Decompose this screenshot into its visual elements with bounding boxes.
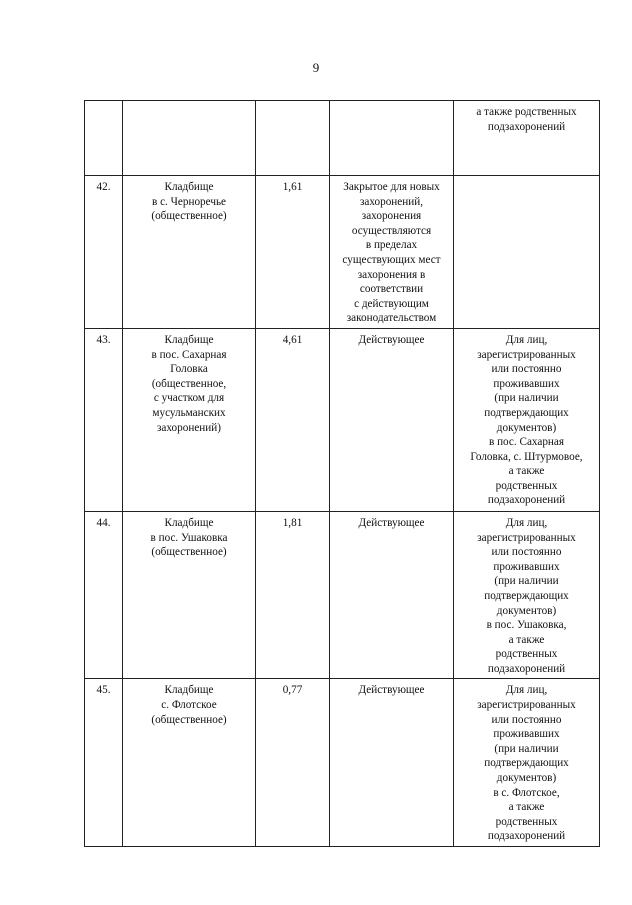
cemetery-name-cell — [123, 679, 256, 847]
cell-text-line: родственных — [495, 479, 558, 492]
cell-text-line: существующих мест — [342, 253, 441, 266]
cemetery-name-cell — [123, 511, 256, 679]
area-cell: 4,61 — [256, 328, 330, 511]
cell-text-line: документов) — [496, 421, 557, 434]
cell-text-line: зарегистрированных — [477, 699, 576, 712]
cemetery-name-cell — [123, 328, 256, 511]
cemetery-name-cell — [123, 176, 256, 329]
row-number-cell: 42. — [85, 176, 123, 329]
cell-text-line: документов) — [496, 604, 557, 617]
cell-text-line: подзахоронений — [487, 830, 566, 843]
cell-text-line: (общественное) — [151, 210, 227, 223]
cell-text-line: зарегистрированных — [477, 348, 576, 361]
cell-text-line: в с. Черноречье — [151, 195, 227, 208]
cell-text-line: с действующим — [354, 297, 429, 310]
cell-text-line: проживавших — [493, 728, 560, 741]
cell-text-line: (при наличии — [494, 742, 559, 755]
cell-text-line: зарегистрированных — [477, 531, 576, 544]
burial-conditions-cell — [454, 176, 600, 329]
cemetery-registry-table — [84, 100, 600, 847]
cell-text-line: подтверждающих — [484, 757, 569, 770]
area-cell: 0,77 — [256, 679, 330, 847]
cell-text-line: или постоянно — [491, 713, 562, 726]
cell-text-line: в пос. Ушаковка — [150, 531, 228, 544]
cell-text-line: захоронения — [361, 210, 422, 223]
cell-text-line: Для лиц, — [505, 516, 548, 529]
cell-text-line: осуществляются — [351, 224, 432, 237]
cell-text-line: (при наличии — [494, 575, 559, 588]
status-cell — [330, 176, 454, 329]
cell-text-line: Действующее — [358, 516, 425, 529]
status-cell — [330, 679, 454, 847]
cell-text-line: подтверждающих — [484, 589, 569, 602]
cell-text-line: Для лиц, — [505, 333, 548, 346]
row-number-cell: 45. — [85, 679, 123, 847]
cell-text-line: Кладбище — [164, 181, 214, 193]
cell-text-line: а также — [508, 465, 545, 478]
status-cell — [330, 101, 454, 176]
cell-text-line: в пос. Сахарная — [151, 348, 227, 361]
cell-text-line: Для лиц, — [505, 684, 548, 697]
table-row — [85, 176, 600, 329]
table-row — [85, 328, 600, 511]
status-cell — [330, 511, 454, 679]
page-number: 9 — [312, 60, 320, 75]
area-cell: 1,81 — [256, 511, 330, 679]
cell-text-line: а также — [508, 801, 545, 814]
burial-conditions-cell — [454, 679, 600, 847]
cell-text-line: а также родственных — [476, 106, 577, 118]
cell-text-line: захоронений) — [157, 421, 221, 434]
cell-text-line: с. Флотское — [161, 699, 217, 712]
cell-text-line: захоронения в — [357, 268, 426, 281]
row-number-cell: 43. — [85, 328, 123, 511]
cell-text-line: подзахоронений — [487, 662, 566, 675]
burial-conditions-cell — [454, 101, 600, 176]
cell-text-line: Действующее — [358, 684, 425, 697]
cell-text-line: подтверждающих — [484, 406, 569, 419]
cell-text-line: законодательством — [346, 312, 437, 325]
row-number-cell — [85, 101, 123, 176]
cell-text-line: (общественное) — [151, 713, 227, 726]
cell-text-line: или постоянно — [491, 546, 562, 559]
cell-text-line: Действующее — [358, 333, 425, 346]
cell-text-line: Кладбище — [164, 516, 214, 529]
cell-text-line: (общественное) — [151, 546, 227, 559]
table-row — [85, 511, 600, 679]
burial-conditions-cell — [454, 511, 600, 679]
burial-conditions-cell — [454, 328, 600, 511]
table-row-continuation — [85, 101, 600, 176]
cell-text-line: в пос. Ушаковка, — [486, 619, 567, 632]
area-cell: 1,61 — [256, 176, 330, 329]
cell-text-line: Головка, с. Штурмовое, — [470, 450, 583, 463]
cell-text-line: захоронений, — [359, 195, 424, 208]
cell-text-line: в с. Флотское, — [493, 786, 560, 799]
cell-text-line: проживавших — [493, 560, 560, 573]
cell-text-line: соответствии — [359, 283, 424, 296]
cell-text-line: проживавших — [493, 377, 560, 390]
cell-text-line: Кладбище — [164, 684, 214, 697]
cemetery-name-cell — [123, 101, 256, 176]
cell-text-line: (общественное, — [151, 377, 227, 390]
cell-text-line: подзахоронений — [487, 120, 566, 133]
status-cell — [330, 328, 454, 511]
cell-text-line: в пределах — [365, 239, 418, 252]
cell-text-line: мусульманских — [152, 406, 226, 419]
cell-text-line: Головка — [170, 363, 208, 376]
cell-text-line: в пос. Сахарная — [488, 436, 565, 449]
cell-text-line: Кладбище — [164, 333, 214, 346]
cell-text-line: с участком для — [153, 392, 225, 405]
cell-text-line: подзахоронений — [487, 494, 566, 507]
cell-text-line: а также — [508, 633, 545, 646]
cell-text-line: или постоянно — [491, 363, 562, 376]
cell-text-line: родственных — [495, 815, 558, 828]
row-number-cell: 44. — [85, 511, 123, 679]
cell-text-line: родственных — [495, 648, 558, 661]
area-cell — [256, 101, 330, 176]
table-row — [85, 679, 600, 847]
cell-text-line: (при наличии — [494, 392, 559, 405]
cell-text-line: Закрытое для новых — [343, 181, 440, 193]
cell-text-line: документов) — [496, 772, 557, 785]
